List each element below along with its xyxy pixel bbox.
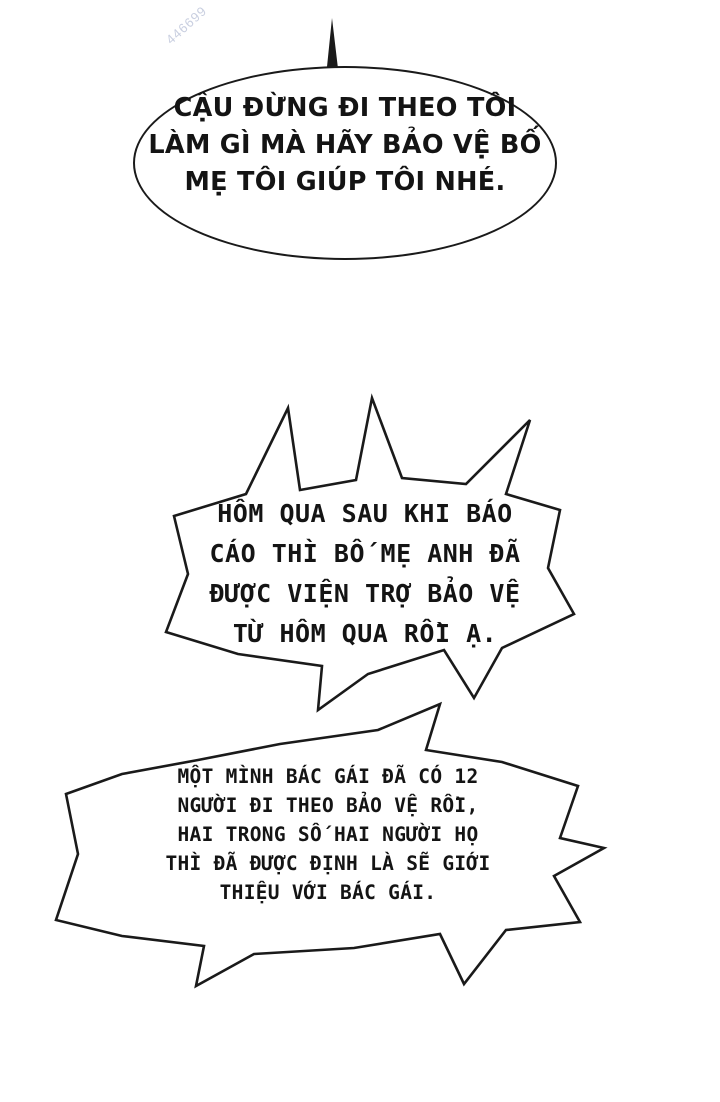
bubble-line: HAI TRONG SỐ HAI NGƯỜI HỌ xyxy=(177,823,479,846)
bubble-line: LÀM GÌ MÀ HÃY BẢO VỆ BỐ xyxy=(148,130,542,160)
speech-bubble-jagged-lower-text xyxy=(108,762,548,907)
watermark-text: 446699 xyxy=(163,2,210,48)
bubble-line: MỘT MÌNH BÁC GÁI ĐÃ CÓ 12 xyxy=(177,765,479,788)
bubble-line: HÔM QUA SAU KHI BÁO xyxy=(217,499,513,528)
speech-bubble-jagged-upper-text xyxy=(190,494,540,654)
speech-bubble-oval-text xyxy=(133,90,557,201)
bubble-line: CÁO THÌ BỐ MẸ ANH ĐÃ xyxy=(209,539,521,568)
bubble-line: ĐƯỢC VIỆN TRỢ BẢO VỆ xyxy=(209,579,521,608)
speech-bubble-jagged-upper xyxy=(150,398,580,718)
bubble-line: CẬU ĐỪNG ĐI THEO TÔI xyxy=(173,93,517,123)
bubble-line: NGƯỜI ĐI THEO BẢO VỆ RỒI, xyxy=(177,794,479,817)
speech-bubble-oval xyxy=(133,66,557,260)
speech-bubble-jagged-lower xyxy=(48,690,608,1010)
bubble-line: MẸ TÔI GIÚP TÔI NHÉ. xyxy=(184,167,506,197)
bubble-line: TỪ HÔM QUA RỒI Ạ. xyxy=(232,619,498,648)
bubble-line: THIỆU VỚI BÁC GÁI. xyxy=(219,881,437,904)
bubble-line: THÌ ĐÃ ĐƯỢC ĐỊNH LÀ SẼ GIỚI xyxy=(165,852,491,875)
